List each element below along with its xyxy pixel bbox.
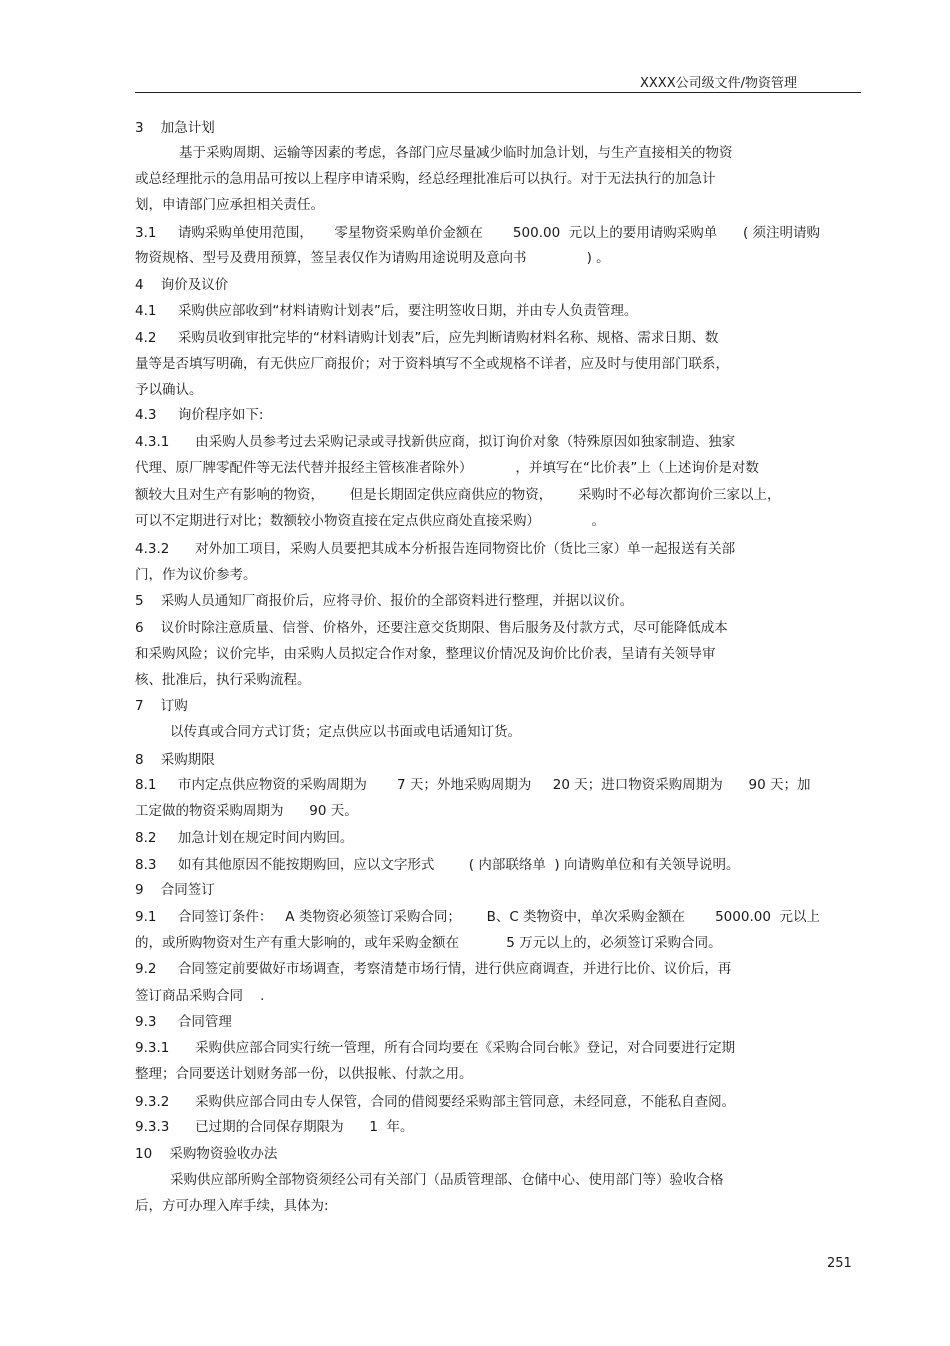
text-line: 4 询价及议价: [135, 277, 229, 293]
text-line: 10 采购物资验收办法: [135, 1146, 278, 1162]
text-line: 予以确认。: [135, 382, 203, 398]
text-line: 5 采购人员通知厂商报价后，应将寻价、报价的全部资料进行整理，并据以议价。: [135, 593, 634, 609]
text-line: 9.3.1 采购供应部合同实行统一管理，所有合同均要在《采购合同台帐》登记，对合同要进行定期: [135, 1040, 736, 1056]
text-line: 8.2 加急计划在规定时间内购回。: [135, 830, 354, 846]
text-line: 7 订购: [135, 698, 188, 714]
text-line: 9.3.2 采购供应部合同由专人保管，合同的借阅要经采购部主管同意，未经同意，不能私自查阅。: [135, 1094, 736, 1110]
text-line: 3.1 请购采购单使用范围， 零星物资采购单价金额在 500.00 元以上的要用请购采购单 ( 须注明请购: [135, 225, 821, 241]
text-line: 8 采购期限: [135, 752, 215, 768]
text-line: 9.1 合同签订条件： A 类物资必须签订采购合同； B、C 类物资中，单次采购金额在 5000.00 元以上: [135, 909, 820, 925]
text-line: 门，作为议价参考。: [135, 567, 257, 583]
text-line: 采购供应部所购全部物资须经公司有关部门（品质管理部、仓储中心、使用部门等）验收合格: [170, 1172, 724, 1188]
text-line: 9.3.3 已过期的合同保存期限为 1 年。: [135, 1119, 414, 1135]
text-line: 量等是否填写明确，有无供应厂商报价；对于资料填写不全或规格不详者，应及时与使用部门联系，: [135, 356, 729, 372]
text-line: 3 加急计划: [135, 120, 215, 136]
text-line: 4.1 采购供应部收到“材料请购计划表”后，要注明签收日期，并由专人负责管理。: [135, 303, 638, 319]
text-line: 代理、原厂牌零配件等无法代替并报经主管核准者除外） ，并填写在“比价表”上（上述询价是对数: [135, 460, 759, 476]
text-line: 可以不定期进行对比；数额较小物资直接在定点供应商处直接采购） 。: [135, 513, 605, 529]
text-line: 后，方可办理入库手续，具体为:: [135, 1198, 329, 1214]
text-line: 4.3 询价程序如下:: [135, 407, 264, 423]
text-line: 或总经理批示的急用品可按以上程序申请采购，经总经理批准后可以执行。对于无法执行的加急计: [135, 171, 716, 187]
text-line: 以传真或合同方式订货；定点供应以书面或电话通知订货。: [170, 724, 521, 740]
text-line: 9.3 合同管理: [135, 1014, 232, 1030]
text-line: 的，或所购物资对生产有重大影响的，或年采购金额在 5 万元以上的，必须签订采购合同。: [135, 935, 722, 951]
text-line: 签订商品采购合同 .: [135, 988, 265, 1004]
text-line: 和采购风险；议价完毕，由采购人员拟定合作对象，整理议价情况及询价比价表，呈请有关领导审: [135, 646, 716, 662]
text-line: 核、批准后，执行采购流程。: [135, 672, 311, 688]
document-header: XXXX公司级文件/物资管理: [640, 76, 798, 91]
text-line: 整理；合同要送计划财务部一份，以供报帐、付款之用。: [135, 1066, 473, 1082]
text-line: 工定做的物资采购周期为 90 天。: [135, 803, 358, 819]
text-line: 9 合同签订: [135, 882, 215, 898]
text-line: 物资规格、型号及费用预算，签呈表仅作为请购用途说明及意向书 ) 。: [135, 250, 610, 266]
text-line: 基于采购周期、运输等因素的考虑，各部门应尽量减少临时加急计划，与生产直接相关的物资: [179, 145, 733, 161]
text-line: 9.2 合同签定前要做好市场调查，考察清楚市场行情，进行供应商调查，并进行比价、议价后，再: [135, 961, 732, 977]
text-line: 4.3.2 对外加工项目，采购人员要把其成本分析报告连同物资比价（货比三家）单一起报送有关部: [135, 541, 736, 557]
header-rule: [135, 92, 861, 93]
text-line: 4.2 采购员收到审批完毕的“材料请购计划表”后，应先判断请购材料名称、规格、需求日期、数: [135, 330, 719, 346]
text-line: 额较大且对生产有影响的物资， 但是长期固定供应商供应的物资， 采购时不必每次都询价三家以上，: [135, 487, 781, 503]
text-line: 8.1 市内定点供应物资的采购周期为 7 天；外地采购周期为 20 天；进口物资采购周期为 90 天；加: [135, 777, 811, 793]
text-line: 4.3.1 由采购人员参考过去采购记录或寻找新供应商，拟订询价对象（特殊原因如独家制造、独家: [135, 434, 736, 450]
text-line: 6 议价时除注意质量、信誉、价格外，还要注意交货期限、售后服务及付款方式，尽可能降低成本: [135, 620, 728, 636]
page-number: 251: [827, 1256, 852, 1271]
text-line: 划，申请部门应承担相关责任。: [135, 197, 324, 213]
text-line: 8.3 如有其他原因不能按期购回，应以文字形式 ( 内部联络单 ) 向请购单位和有关领导说明。: [135, 857, 740, 873]
